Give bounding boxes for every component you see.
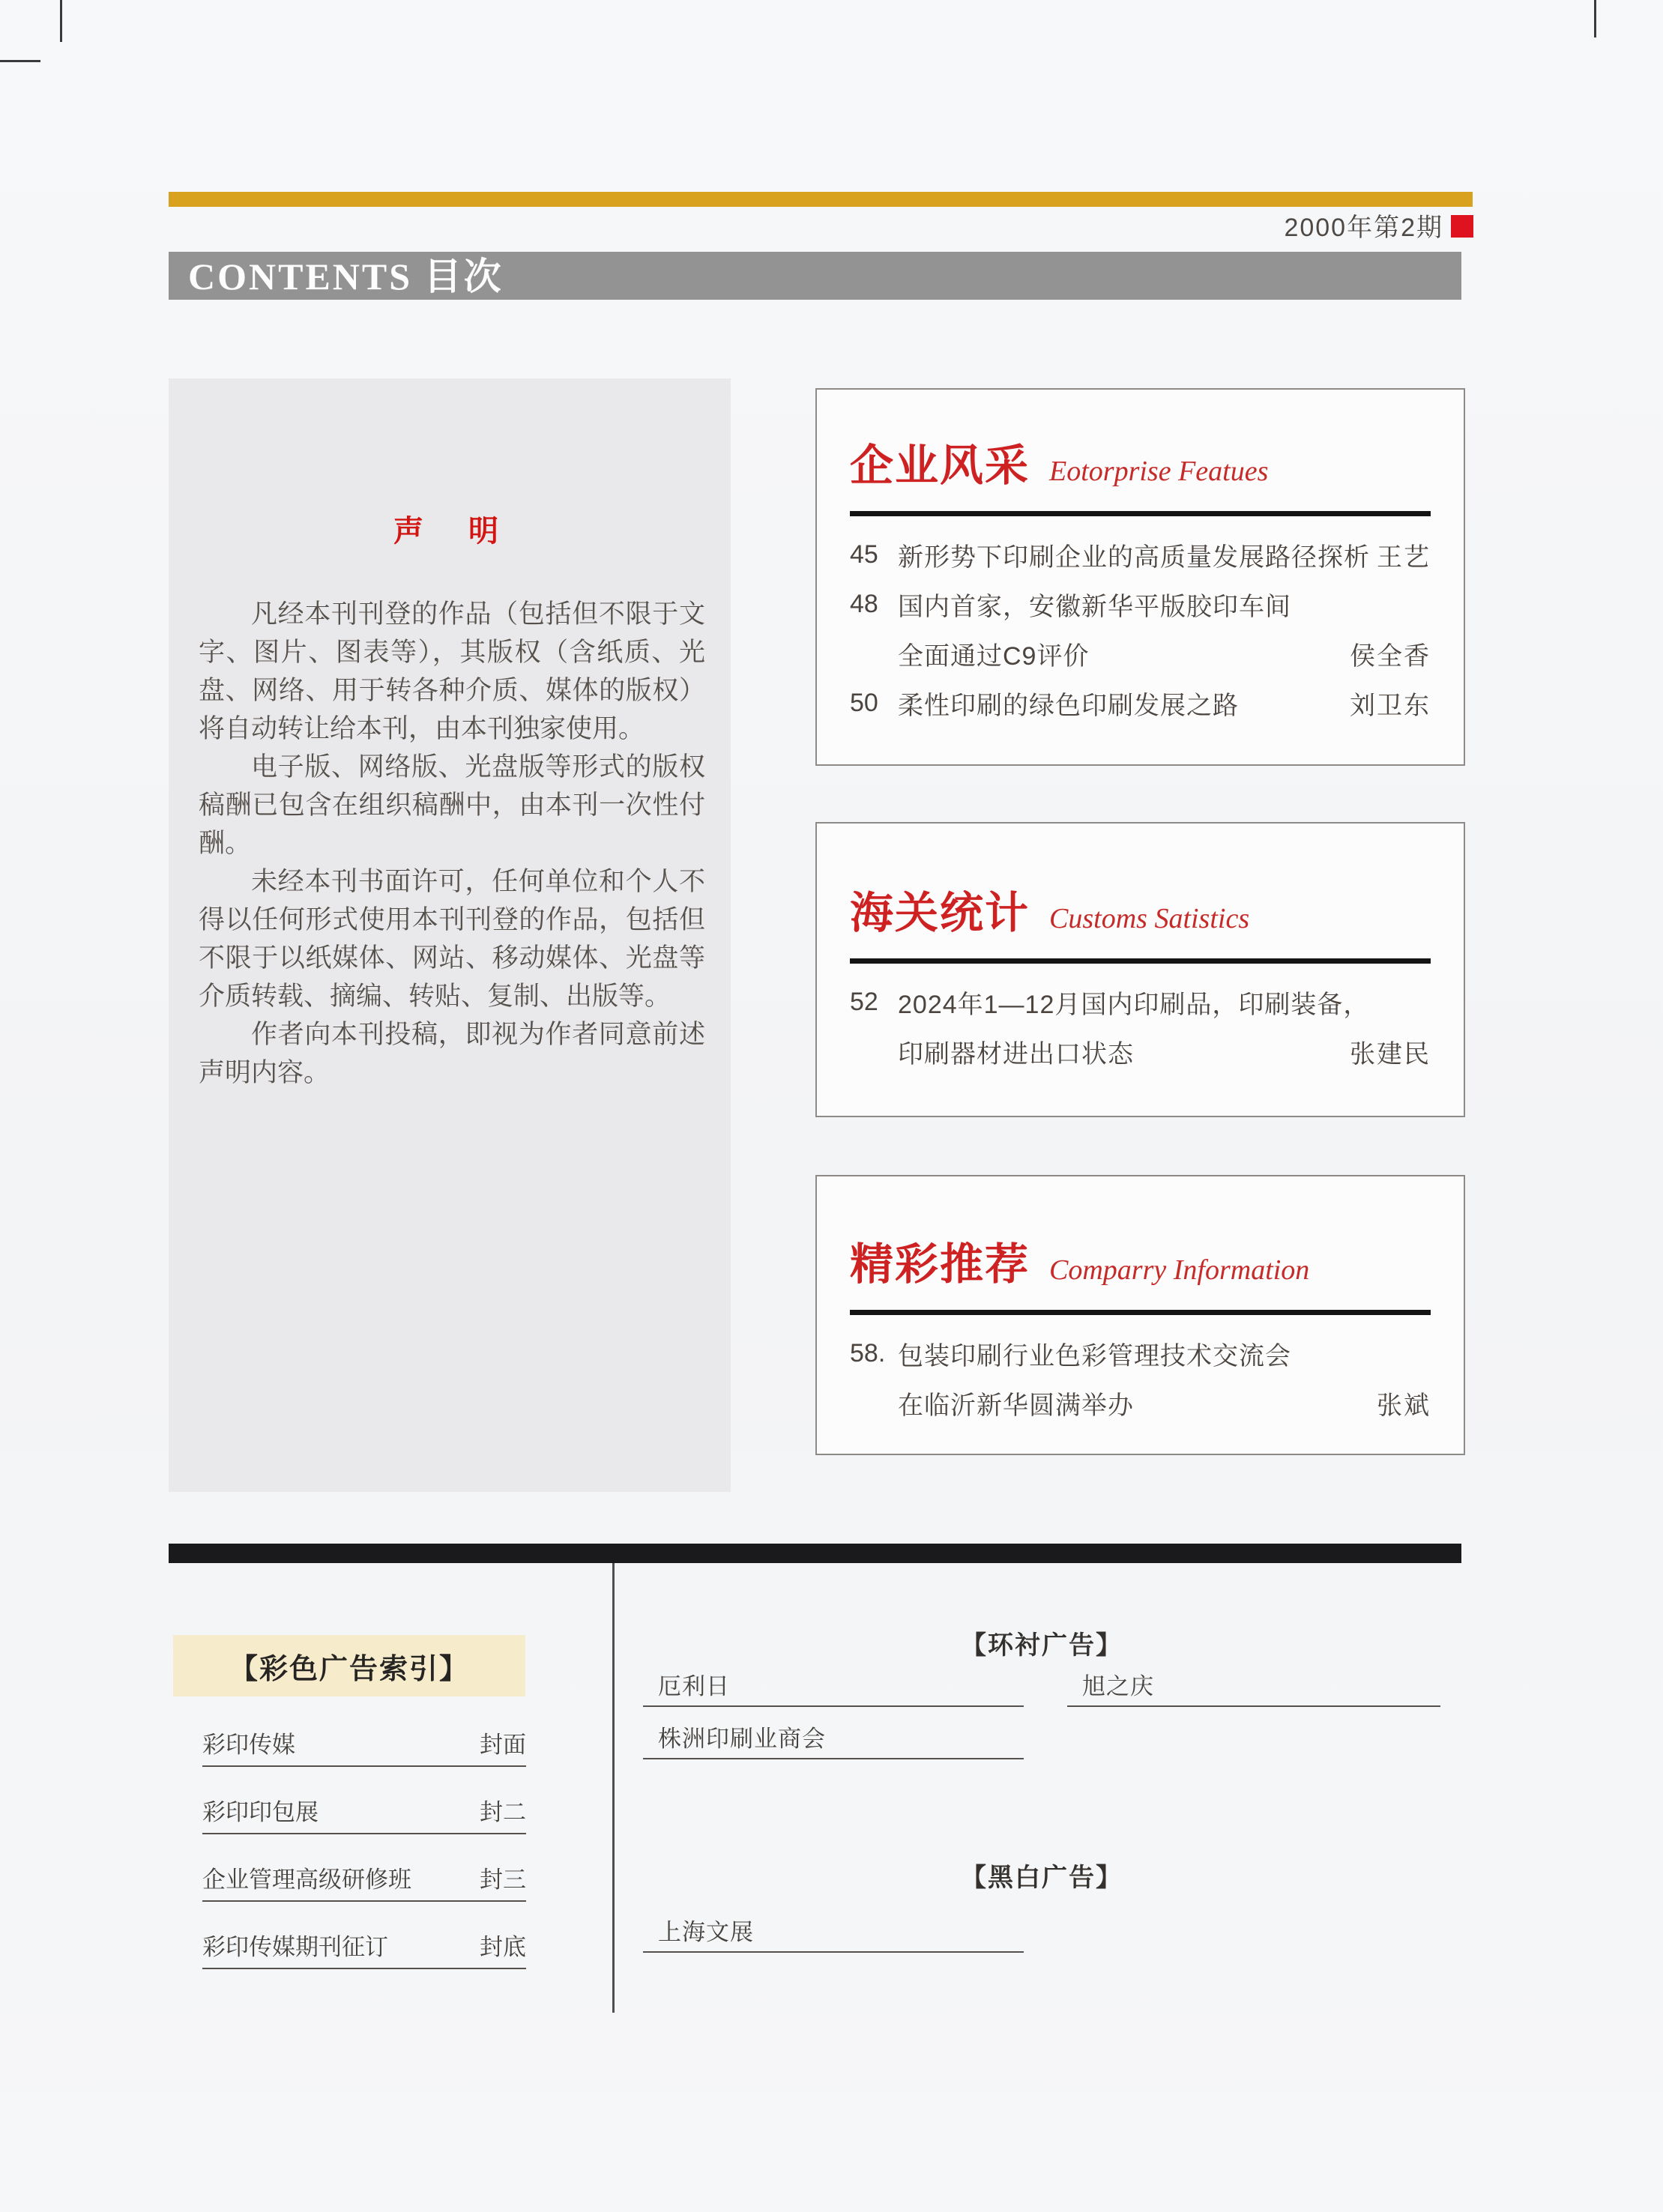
toc-item bbox=[850, 977, 1431, 1027]
section-title-en: Eotorprise Featues bbox=[1049, 456, 1269, 487]
ad-name: 彩印传媒期刊征订 bbox=[202, 1934, 388, 1960]
ad-name: 企业管理高级研修班 bbox=[202, 1867, 411, 1893]
section-enterprise-features bbox=[815, 388, 1465, 766]
section-items bbox=[850, 977, 1431, 1076]
section-title-en: Comparry Information bbox=[1049, 1254, 1310, 1286]
statement-paragraph: 凡经本刊刊登的作品（包括但不限于文字、图片、图表等），其版权（含纸质、光盘、网络、用于转各种介质、媒体的版权）将自动转让给本刊，由本刊独家使用。 bbox=[199, 599, 705, 743]
ad-page-ref: 封底 bbox=[480, 1934, 526, 1960]
section-title-en: Customs Satistics bbox=[1049, 903, 1250, 934]
inner-cover-ads-header: 【环衬广告】 bbox=[961, 1631, 1123, 1660]
section-header bbox=[850, 877, 1431, 940]
section-title-cn: 海关统计 bbox=[850, 889, 1030, 937]
ad-name: 彩印印包展 bbox=[202, 1799, 319, 1825]
section-header bbox=[850, 1229, 1431, 1292]
statement-body bbox=[169, 595, 731, 1092]
ad-page-ref: 封三 bbox=[480, 1867, 526, 1893]
bw-ads-header: 【黑白广告】 bbox=[961, 1864, 1123, 1892]
toc-item-title: 新形势下印刷企业的高质量发展路径探析 bbox=[898, 543, 1370, 572]
toc-item-page-number: 48 bbox=[850, 589, 878, 618]
inner-ad-entry bbox=[643, 1720, 1024, 1759]
toc-item-title-line2: 全面通过C9评价 bbox=[898, 641, 1090, 671]
issue-red-square bbox=[1451, 215, 1473, 238]
section-rule bbox=[850, 1310, 1431, 1315]
ad-name: 株洲印刷业商会 bbox=[658, 1726, 826, 1752]
toc-item bbox=[850, 530, 1431, 579]
section-items bbox=[850, 1329, 1431, 1427]
color-ad-index-title: 【彩色广告索引】 bbox=[229, 1653, 469, 1685]
toc-item-author: 张建民 bbox=[1350, 1039, 1431, 1069]
ad-name: 旭之庆 bbox=[1082, 1673, 1154, 1699]
toc-item-page-number: 58. bbox=[850, 1338, 886, 1368]
section-customs-statistics bbox=[815, 822, 1465, 1117]
section-rule bbox=[850, 511, 1431, 516]
statement-title: 声 明 bbox=[393, 515, 506, 548]
statement-paragraph: 未经本刊书面许可，任何单位和个人不得以任何形式使用本刊刊登的作品，包括但不限于以纸媒体、网站、移动媒体、光盘等介质转载、摘编、转贴、复制、出版等。 bbox=[199, 867, 705, 1011]
toc-item-page-number: 50 bbox=[850, 688, 878, 717]
toc-item-title: 国内首家，安徽新华平版胶印车间 bbox=[898, 592, 1291, 621]
toc-item bbox=[850, 1329, 1431, 1378]
toc-item bbox=[850, 678, 1431, 728]
section-company-information bbox=[815, 1175, 1465, 1455]
ad-page-ref: 封面 bbox=[480, 1732, 526, 1758]
toc-item bbox=[850, 579, 1431, 629]
ad-page-ref: 封二 bbox=[480, 1799, 526, 1825]
bw-ad-entry bbox=[643, 1912, 1024, 1953]
ad-name: 上海文展 bbox=[658, 1919, 754, 1945]
ad-name: 厄利日 bbox=[658, 1673, 730, 1699]
toc-item-title-line2: 印刷器材进出口状态 bbox=[898, 1039, 1134, 1069]
toc-item-author: 侯全香 bbox=[1350, 641, 1431, 671]
issue-label bbox=[974, 213, 1443, 244]
bottom-vertical-divider bbox=[612, 1563, 615, 2013]
inner-ad-entry bbox=[1067, 1668, 1440, 1707]
gold-top-bar bbox=[169, 192, 1473, 207]
toc-item-continuation bbox=[850, 629, 1431, 678]
contents-title: CONTENTS 目次 bbox=[188, 256, 504, 297]
color-ad-index-header bbox=[173, 1635, 525, 1696]
ad-index-row bbox=[202, 1767, 526, 1834]
toc-item-continuation bbox=[850, 1378, 1431, 1427]
section-title-cn: 企业风采 bbox=[850, 441, 1030, 490]
section-rule bbox=[850, 958, 1431, 964]
toc-item-continuation bbox=[850, 1027, 1431, 1076]
toc-item-title-line2: 在临沂新华圆满举办 bbox=[898, 1391, 1134, 1420]
section-header bbox=[850, 430, 1431, 493]
crop-mark-top-left-vertical bbox=[60, 0, 62, 42]
toc-item-title: 柔性印刷的绿色印刷发展之路 bbox=[898, 691, 1239, 720]
ad-index-row bbox=[202, 1902, 526, 1969]
toc-item-title: 2024年1—12月国内印刷品，印刷装备， bbox=[898, 990, 1370, 1019]
color-ad-index-list bbox=[202, 1699, 526, 1969]
issue-label-text: 2000年第2期 bbox=[1284, 214, 1443, 242]
bottom-black-bar bbox=[169, 1544, 1461, 1563]
statement-paragraph: 电子版、网络版、光盘版等形式的版权稿酬已包含在组织稿酬中，由本刊一次性付酬。 bbox=[199, 752, 705, 858]
ad-index-row bbox=[202, 1834, 526, 1902]
statement-paragraph: 作者向本刊投稿，即视为作者同意前述声明内容。 bbox=[199, 1020, 705, 1087]
ad-index-row bbox=[202, 1699, 526, 1767]
section-items bbox=[850, 530, 1431, 728]
section-title-cn: 精彩推荐 bbox=[850, 1240, 1030, 1289]
toc-item-author: 王艺 bbox=[1377, 543, 1431, 572]
toc-item-author: 张斌 bbox=[1377, 1391, 1431, 1420]
ad-name: 彩印传媒 bbox=[202, 1732, 295, 1758]
inner-ad-entry bbox=[643, 1668, 1024, 1707]
toc-item-page-number: 45 bbox=[850, 540, 878, 569]
toc-item-author: 刘卫东 bbox=[1350, 691, 1431, 720]
toc-item-title: 包装印刷行业色彩管理技术交流会 bbox=[898, 1341, 1291, 1371]
copyright-statement-box bbox=[169, 378, 731, 1492]
crop-mark-top-right-vertical bbox=[1594, 0, 1596, 37]
crop-mark-top-left-horizontal bbox=[0, 60, 40, 62]
toc-item-page-number: 52 bbox=[850, 987, 878, 1016]
contents-header-bar bbox=[169, 252, 1461, 300]
